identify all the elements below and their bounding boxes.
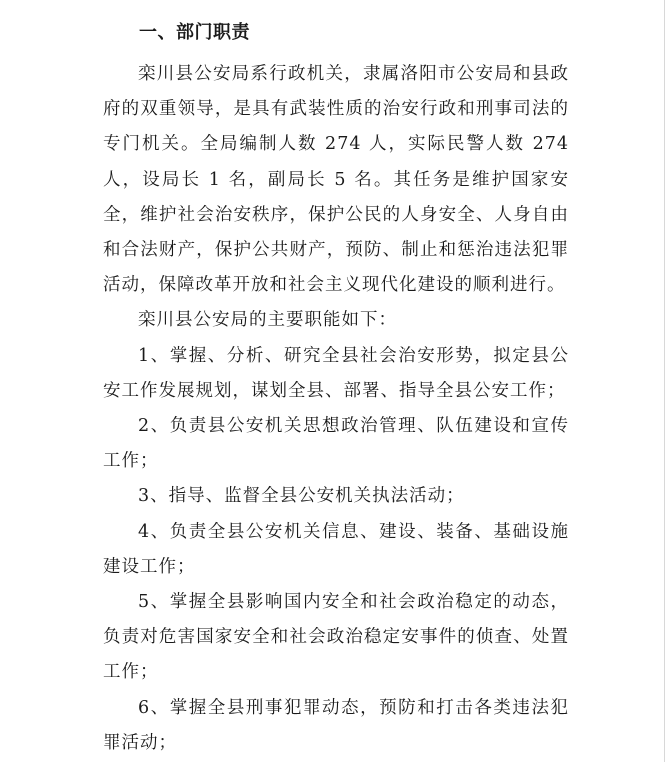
- paragraph-functions-intro: 栾川县公安局的主要职能如下：: [138, 310, 397, 331]
- list-item-function-3: 3、指导、监督全县公安机关执法活动；: [138, 486, 465, 507]
- list-item-function-1: 1、掌握、分析、研究全县社会治安形势，拟定县公安工作发展规划，谋划全县、部署、指导全县公安工作；: [103, 345, 569, 401]
- list-item-function-4: 4、负责全县公安机关信息、建设、装备、基础设施建设工作；: [103, 521, 569, 577]
- document-body: [103, 57, 569, 761]
- list-item-function-2: 2、负责县公安机关思想政治管理、队伍建设和宣传工作；: [103, 416, 569, 472]
- section-heading: 一、部门职责: [139, 22, 250, 43]
- paragraph-overview: 栾川县公安局系行政机关，隶属洛阳市公安局和县政府的双重领导，是具有武装性质的治安行政和刑事司法的专门机关。全局编制人数 274 人，实际民警人数 274 人，设局长 1 名，副局长 5 名。其任务是维护国家安全，维护社会治安秩序，保护公民的人身安全、人身自由和合法财产，保护公共财产，预防、制止和惩治违法犯罪活动，保障改革开放和社会主义现代化建设的顺利进行。: [103, 64, 569, 296]
- list-item-function-6: 6、掌握全县刑事犯罪动态，预防和打击各类违法犯罪活动；: [103, 697, 569, 753]
- list-item-function-5: 5、掌握全县影响国内安全和社会政治稳定的动态，负责对危害国家安全和社会政治稳定安事件的侦查、处置工作；: [103, 592, 569, 683]
